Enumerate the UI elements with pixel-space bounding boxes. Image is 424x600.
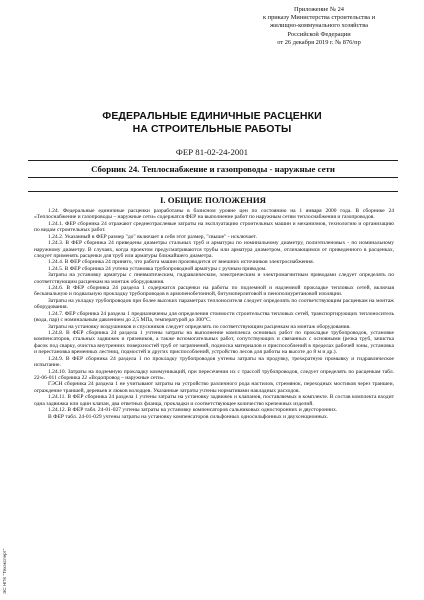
paragraph: 1.24.2. Указанный в ФЕР размер "до" включает в себя этот размер, "свыше" - исключает.: [48, 233, 257, 240]
paragraph: 1.24.9. В ФЕР сборника 24 раздела 1 по прокладку трубопроводов учтены затраты на продувку, трехкратную промывку и гидравлическое испытание.: [34, 355, 394, 369]
appendix-line: от 26 декабря 2019 г. № 876/пр: [277, 38, 361, 46]
paragraph: 1.24.4. В ФЕР сборника 24 принято, что работа машин производится от внешних источников электроснабжения.: [48, 259, 315, 266]
divider-line: [28, 177, 398, 178]
paragraph: Затраты на установку воздушников и спускников следует определять по соответствующим расценкам на монтаж оборудования.: [48, 323, 351, 330]
paragraph: 1.24.10. Затраты на подземную прокладку коммуникаций, при пересечении их с трассой трубопроводов, следует определять по расценкам табл. 22-06-011 сборника 22 «Водопровод – наружные сети».: [34, 368, 394, 381]
paragraph: 1.24. Федеральные единичные расценки разработаны в базисном уровне цен по состоянию на 1 января 2000 года. В сборнике 24 «Теплоснабжение и газопроводы – наружные сети» содержатся ФЕР на выполнение работ по наружным сетям теплоснабжения и газопроводов.: [34, 208, 394, 221]
paragraph: 1.24.6. В ФЕР сборника 24 раздела 1 содержатся расценки на работы по подземной и надземной прокладке тепловых сетей, включая бесканальную и подвальную прокладку трубопроводов в армопенобетонной, битумоперлитовой и пенополиуретановой изоляции.: [34, 285, 394, 298]
title-line: НА СТРОИТЕЛЬНЫЕ РАБОТЫ: [132, 123, 292, 135]
divider-line: [28, 191, 398, 192]
paragraph: В ФЕР табл. 24-01-029 учтены затраты на установку компенсаторов сильфонных односильфонных и двухсекционных.: [48, 413, 329, 420]
paragraph: 1.24.3. В ФЕР сборника 24 приведены диаметры стальных труб и арматуры по номинальному диаметру, полиэтиленовых - по номинальному наружному диаметру. В случаях, когда проектом предусматриваются трубы или арматура диаметром, отличающимся от приведенного в расценках, следует применять расценки для труб или арматуры ближайшего диаметра.: [34, 240, 394, 259]
divider-line: [28, 160, 398, 161]
paragraph: 1.24.8. В ФЕР сборника 24 раздела 1 учтены затраты на выполнение комплекса основных работ по прокладке трубопроводов, установке компенсаторов, стальных задвижек и грязевиков, а также вспомогательных работ, сопутствующих и связанных с основными (резка труб, зачистка фасок под сварку, очистка внутренних поверхностей труб от загрязнений, подноска материалов и приспособлений в пределах рабочей зоны, установка и перестановка временных лестниц, подмостей и других приспособлений, устройство лесов для работы на высоте до 8 м и др.).: [34, 330, 394, 356]
paragraph: 1.24.12. В ФЕР табл. 24-01-027 учтены затраты на установку компенсаторов сальниковых односторонних и двусторонних.: [48, 407, 338, 414]
paragraph: 1.24.7. ФЕР сборника 24 раздела 1 предназначены для определения стоимости строительства тепловых сетей, транспортирующих теплоноситель (вода, пар) с номинальным давлением до 2,5 МПа, температурой до 300°С.: [34, 310, 394, 324]
document-code: ФЕР 81-02-24-2001: [175, 147, 249, 157]
side-watermark-text: ЭС НПК "Техэксперт": [2, 548, 7, 594]
paragraph: Затраты на установку арматуры с пневматическим, гидравлическим, электрическим и электромагнитным приводами следует определять по соответствующим расценкам на монтаж оборудования.: [34, 272, 394, 285]
title-line: ФЕДЕРАЛЬНЫЕ ЕДИНИЧНЫЕ РАСЦЕНКИ: [102, 110, 322, 122]
document-body: [34, 208, 394, 420]
paragraph: 1.24.5. В ФЕР сборника 24 учтена установка трубопроводной арматуры с ручным приводом.: [48, 265, 267, 272]
side-watermark: [2, 520, 10, 594]
appendix-line: к приказу Министерства строительства и: [262, 14, 376, 22]
paragraph: ГЭСН сборника 24 раздела 1 не учитывают затраты на устройство различного рода настилов, стремянок, переходных мостиков через траншеи, ограждение траншей, деревьев и люков колодцев. Указанные затраты учтены нормативами накладных расходов.: [34, 381, 394, 394]
appendix-line: Приложение № 24: [294, 6, 344, 13]
document-title: [40, 110, 384, 136]
paragraph: 1.24.1. ФЕР сборника 24 отражают среднеотраслевые затраты на эксплуатацию строительных машин и механизмов, технологию и организацию по видам строительных работ.: [34, 220, 394, 234]
collection-title: Сборник 24. Теплоснабжение и газопроводы - наружные сети: [91, 164, 335, 174]
appendix-header: [226, 6, 412, 47]
appendix-line: жилищно-коммунального хозяйства: [270, 22, 368, 30]
paragraph: 1.24.11. В ФЕР сборника 24 раздела 1 учтены затраты на установку задвижек и клапанов, поставляемых в комплекте. В состав комплекта входит одна задвижка или один клапан, два ответных фланца, прокладки и соответствующее количество крепежных изделий.: [34, 394, 394, 407]
section-heading: I. ОБЩИЕ ПОЛОЖЕНИЯ: [159, 195, 267, 205]
appendix-line: Российской Федерации: [287, 30, 351, 38]
paragraph: Затраты на укладку трубопроводов при более высоких параметрах теплоносителя следует определять по соответствующим расценкам на монтаж оборудования.: [34, 297, 394, 311]
